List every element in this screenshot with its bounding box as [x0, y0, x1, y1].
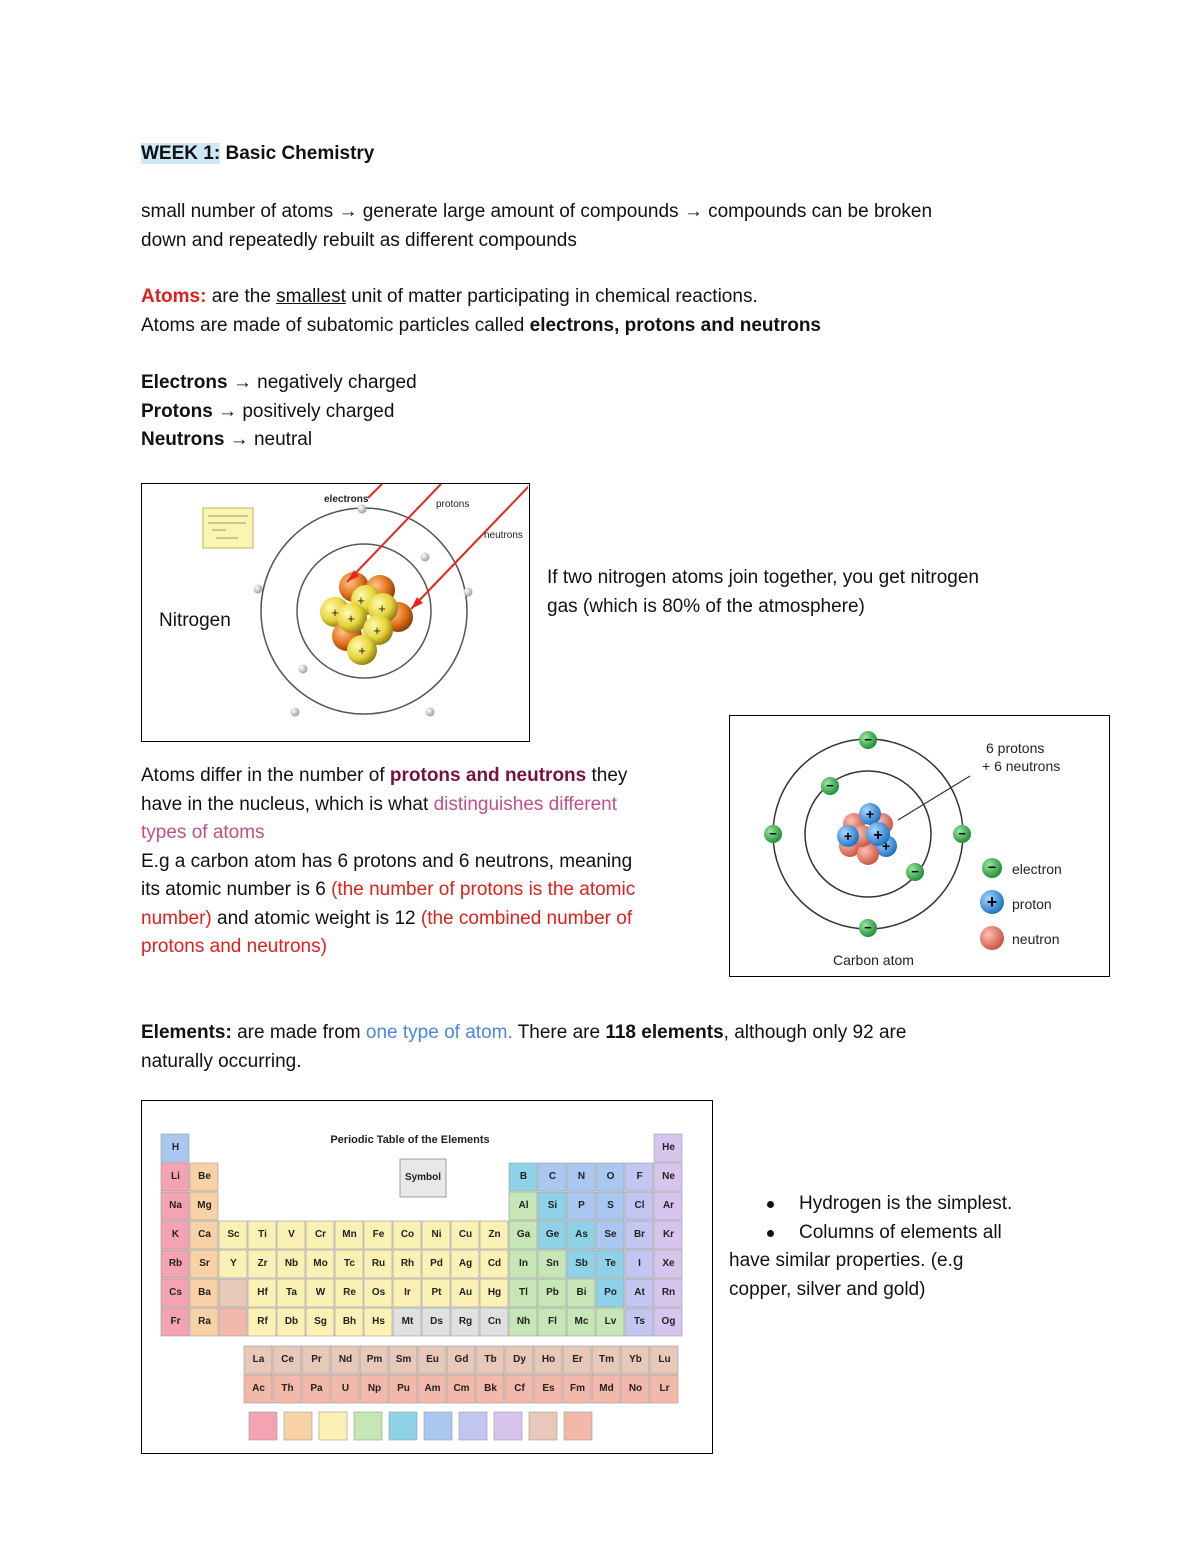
atomic-number-note: (the number of protons is the atomic: [331, 879, 636, 900]
notes-list: [729, 1190, 1012, 1304]
element-symbol: Cu: [458, 1229, 473, 1240]
element-symbol: La: [252, 1354, 265, 1365]
element-symbol: Ds: [430, 1316, 443, 1327]
element-symbol: Zn: [488, 1229, 501, 1240]
element-symbol: Sr: [199, 1258, 210, 1269]
element-symbol: Hg: [487, 1287, 502, 1298]
element-symbol: Ge: [545, 1229, 560, 1240]
element-cell: [219, 1308, 247, 1336]
legend-electron-label: electron: [1012, 861, 1062, 877]
one-type-emphasis: one type of atom.: [365, 1022, 513, 1043]
element-symbol: Y: [230, 1258, 237, 1269]
particle-electrons: [141, 369, 417, 398]
element-symbol: Ba: [198, 1287, 211, 1298]
element-symbol: Og: [661, 1316, 676, 1327]
electrons-label: electrons: [324, 494, 369, 505]
elements-line-1: [141, 1019, 906, 1048]
legend-neutron-swatch: [980, 926, 1004, 950]
element-symbol: At: [634, 1287, 645, 1298]
element-symbol: Te: [605, 1258, 616, 1269]
element-symbol: Al: [518, 1200, 529, 1211]
element-symbol: Dy: [513, 1354, 526, 1365]
element-symbol: Fr: [170, 1316, 181, 1327]
atoms-label: Atoms:: [141, 286, 207, 307]
element-symbol: Cs: [169, 1287, 182, 1298]
element-symbol: Lu: [658, 1354, 671, 1365]
distinguishes-emphasis: distinguishes different: [433, 793, 617, 815]
element-symbol: Sn: [546, 1258, 559, 1269]
electron: [358, 505, 367, 514]
element-symbol: Cm: [453, 1383, 470, 1394]
carbon-nucleus: [837, 803, 897, 865]
nitrogen-label: Nitrogen: [159, 610, 231, 631]
element-symbol: Zr: [257, 1258, 268, 1269]
element-symbol: Bi: [576, 1287, 587, 1298]
svg-text:−: −: [958, 826, 966, 841]
element-symbol: Gd: [454, 1354, 469, 1365]
svg-text:−: −: [769, 826, 777, 841]
nucleus: [320, 572, 413, 665]
legend-swatch: [424, 1412, 452, 1440]
element-symbol: Sm: [395, 1354, 412, 1365]
element-symbol: Rn: [661, 1287, 676, 1298]
intro-line-1: small number of atoms → generate large amount of compounds → compounds can be broken: [141, 201, 933, 222]
legend-swatch: [564, 1412, 592, 1440]
legend-neutron-label: neutron: [1012, 931, 1060, 947]
differ-line-3: types of atoms: [141, 822, 265, 843]
element-symbol: Fm: [570, 1383, 585, 1394]
element-symbol: Ho: [541, 1354, 556, 1365]
element-symbol: Ca: [198, 1229, 211, 1240]
differ-line-6: [141, 905, 721, 934]
element-symbol: Ga: [516, 1229, 531, 1240]
element-symbol: He: [662, 1142, 675, 1153]
particle-desc: → neutral: [224, 429, 313, 450]
element-symbol: Co: [400, 1229, 415, 1240]
element-symbol: Am: [424, 1383, 441, 1394]
bullet-continuation: have similar properties. (e.g: [729, 1250, 964, 1271]
nitrogen-note-line-2: gas (which is 80% of the atmosphere): [547, 595, 865, 617]
element-symbol: Cl: [634, 1200, 645, 1211]
text: its atomic number is 6: [141, 879, 332, 900]
svg-text:−: −: [864, 732, 872, 747]
legend-swatch: [354, 1412, 382, 1440]
legend-swatch: [389, 1412, 417, 1440]
element-symbol: Na: [169, 1200, 182, 1211]
element-symbol: P: [578, 1200, 585, 1211]
legend-swatch: [529, 1412, 557, 1440]
element-symbol: F: [636, 1171, 643, 1182]
element-symbol: Re: [343, 1287, 356, 1298]
atoms-made-line: [141, 312, 821, 341]
elements-line-2: naturally occurring.: [141, 1050, 302, 1072]
carbon-neutrons-label: + 6 neutrons: [982, 758, 1061, 774]
nitrogen-atom-figure: [141, 483, 530, 742]
element-symbol: Br: [633, 1229, 646, 1240]
nitrogen-note-line-1: If two nitrogen atoms join together, you get nitrogen: [547, 567, 979, 588]
text: are made from: [231, 1022, 366, 1043]
element-symbol: Ti: [258, 1229, 267, 1240]
particle-protons: [141, 398, 417, 427]
element-symbol: Rg: [458, 1316, 473, 1327]
atomic-weight-note: (the combined number of: [420, 907, 633, 929]
text: Atoms differ in the number of: [141, 765, 390, 786]
nitrogen-atom-diagram: [142, 484, 528, 740]
atoms-differ-paragraph: [141, 762, 721, 962]
element-symbol: Pt: [431, 1287, 442, 1298]
legend-swatch: [319, 1412, 347, 1440]
element-symbol: Nb: [284, 1258, 299, 1269]
bullet-continuation: copper, silver and gold): [729, 1278, 926, 1300]
element-symbol: Ru: [371, 1258, 386, 1269]
element-symbol: Fl: [548, 1316, 557, 1327]
element-symbol: Hf: [257, 1287, 268, 1298]
element-symbol: No: [628, 1383, 643, 1394]
element-symbol: Nh: [516, 1316, 531, 1327]
nitrogen-note: [547, 564, 979, 621]
bullet-item: Hydrogen is the simplest.: [729, 1190, 1012, 1219]
text: they: [586, 765, 628, 786]
element-symbol: Pr: [311, 1354, 322, 1365]
element-symbol: Md: [599, 1383, 614, 1394]
element-symbol: Os: [371, 1287, 386, 1298]
element-symbol: Po: [604, 1287, 617, 1298]
text: There are: [512, 1022, 606, 1043]
legend-swatch: [459, 1412, 487, 1440]
element-cell: [219, 1279, 247, 1307]
element-symbol: Ta: [286, 1287, 297, 1298]
bullet-list: [729, 1190, 1012, 1247]
element-symbol: Rb: [168, 1258, 183, 1269]
element-symbol: Rf: [257, 1316, 268, 1327]
element-symbol: I: [638, 1258, 641, 1269]
element-symbol: N: [577, 1171, 586, 1182]
differ-line-1: [141, 762, 721, 791]
particle-desc: → negatively charged: [227, 372, 417, 393]
atomic-number-note-end: number): [141, 907, 212, 929]
element-symbol: Pm: [366, 1354, 383, 1365]
svg-text:+: +: [873, 827, 883, 844]
svg-text:+: +: [331, 605, 339, 620]
carbon-atom-figure: [729, 715, 1110, 977]
element-symbol: V: [288, 1229, 295, 1240]
element-symbol: Sb: [575, 1258, 588, 1269]
element-symbol: Np: [367, 1383, 382, 1394]
element-symbol: Mc: [574, 1316, 589, 1327]
page-title: [141, 140, 374, 169]
atoms-definition: [141, 283, 821, 340]
electron: [291, 708, 300, 717]
periodic-table: [142, 1101, 711, 1452]
title-text: Basic Chemistry: [220, 143, 375, 164]
element-symbol: Se: [604, 1229, 617, 1240]
particle-name: Electrons: [141, 372, 228, 393]
particle-neutrons: [141, 426, 417, 455]
svg-text:+: +: [358, 643, 366, 658]
protons-neutrons-emphasis: protons and neutrons: [389, 765, 587, 786]
legend-swatch: [284, 1412, 312, 1440]
element-symbol: Ne: [662, 1171, 675, 1182]
week-label: WEEK 1:: [141, 143, 221, 164]
legend-swatch: [494, 1412, 522, 1440]
svg-text:+: +: [986, 892, 998, 912]
intro-paragraph: [141, 198, 932, 255]
svg-text:+: +: [357, 593, 365, 608]
svg-text:+: +: [843, 828, 853, 844]
element-symbol: Mo: [313, 1258, 328, 1269]
element-symbol: Yb: [629, 1354, 642, 1365]
element-symbol: Ni: [431, 1229, 442, 1240]
electron: [254, 585, 263, 594]
element-symbol: Pb: [546, 1287, 559, 1298]
element-symbol: C: [548, 1171, 557, 1182]
svg-text:+: +: [378, 601, 386, 616]
atoms-made-text: Atoms are made of subatomic particles called: [141, 314, 530, 336]
differ-line-7: protons and neutrons): [141, 936, 327, 957]
legend-proton-label: proton: [1012, 896, 1052, 912]
element-symbol: Nd: [338, 1354, 353, 1365]
periodic-table-figure: [141, 1100, 713, 1454]
element-symbol: Ir: [404, 1287, 411, 1298]
element-symbol: Li: [171, 1171, 180, 1182]
element-symbol: Es: [542, 1383, 555, 1394]
element-symbol: Pa: [310, 1383, 323, 1394]
element-symbol: Ts: [634, 1316, 645, 1327]
element-symbol: Ar: [662, 1200, 675, 1211]
svg-text:+: +: [347, 611, 355, 626]
element-symbol: K: [171, 1229, 180, 1240]
particle-name: Protons: [141, 400, 213, 422]
element-symbol: U: [341, 1383, 350, 1394]
element-symbol: Lv: [604, 1316, 617, 1327]
protons-label: protons: [436, 499, 470, 510]
neutrons-label: neutrons: [484, 530, 523, 541]
atoms-def-text-b: unit of matter participating in chemical reactions.: [345, 286, 758, 307]
element-symbol: Tb: [484, 1354, 497, 1365]
legend-swatch: [249, 1412, 277, 1440]
element-symbol: Be: [198, 1171, 211, 1182]
element-symbol: Xe: [662, 1258, 675, 1269]
atoms-def-text-a: are the: [206, 286, 277, 307]
element-symbol: Pd: [430, 1258, 443, 1269]
info-note: [203, 508, 253, 548]
elements-label: Elements:: [141, 1022, 232, 1043]
text: , although only 92 are: [723, 1022, 907, 1043]
element-symbol: Cn: [487, 1316, 502, 1327]
element-symbol: Bk: [484, 1383, 497, 1394]
element-symbol: Mt: [401, 1316, 414, 1327]
electrons-pointer: [368, 484, 382, 498]
bullet-item: Columns of elements all: [729, 1219, 1012, 1248]
svg-text:+: +: [373, 623, 381, 638]
element-symbol: W: [315, 1287, 326, 1298]
svg-text:−: −: [987, 859, 997, 875]
differ-line-5: [141, 876, 721, 905]
svg-text:+: +: [865, 806, 875, 822]
element-symbol: Rh: [400, 1258, 415, 1269]
element-symbol: Eu: [426, 1354, 439, 1365]
svg-text:−: −: [826, 778, 834, 793]
element-symbol: Ra: [198, 1316, 211, 1327]
element-symbol: Cf: [514, 1383, 525, 1394]
element-symbol: B: [519, 1171, 528, 1182]
key-symbol: Symbol: [404, 1172, 442, 1183]
carbon-protons-label: 6 protons: [986, 740, 1045, 756]
element-symbol: Hs: [372, 1316, 385, 1327]
element-symbol: Ac: [252, 1383, 265, 1394]
element-symbol: Ag: [458, 1258, 473, 1269]
electron: [299, 665, 308, 674]
svg-text:−: −: [864, 920, 872, 935]
element-symbol: As: [575, 1229, 588, 1240]
element-symbol: Mg: [197, 1200, 212, 1211]
element-symbol: Bh: [342, 1316, 357, 1327]
element-symbol: H: [171, 1142, 180, 1153]
electron: [421, 553, 430, 562]
element-symbol: Ce: [281, 1354, 294, 1365]
element-count: 118 elements: [605, 1022, 724, 1043]
element-symbol: Mn: [342, 1229, 357, 1240]
svg-text:−: −: [911, 864, 919, 879]
svg-text:+: +: [881, 838, 891, 854]
element-symbol: Sg: [314, 1316, 327, 1327]
particle-desc: → positively charged: [212, 400, 395, 422]
element-symbol: Sc: [227, 1229, 240, 1240]
atoms-def-line: [141, 283, 821, 312]
element-symbol: Cr: [314, 1229, 327, 1240]
carbon-caption: Carbon atom: [833, 952, 914, 968]
element-symbol: In: [519, 1258, 528, 1269]
element-symbol: Tl: [519, 1287, 528, 1298]
text: and atomic weight is 12: [211, 907, 421, 929]
element-symbol: S: [607, 1200, 614, 1211]
elements-paragraph: [141, 1019, 906, 1076]
electron: [426, 708, 435, 717]
carbon-atom-diagram: [730, 716, 1108, 975]
particles-list: electrons, protons and neutrons: [529, 314, 821, 336]
element-symbol: Au: [458, 1287, 473, 1298]
intro-line-2: down and repeatedly rebuilt as different compounds: [141, 229, 577, 251]
element-symbol: Er: [572, 1354, 583, 1365]
element-symbol: Pu: [397, 1383, 410, 1394]
element-symbol: Db: [284, 1316, 299, 1327]
element-symbol: O: [606, 1171, 615, 1182]
smallest-underlined: smallest: [276, 286, 346, 307]
element-symbol: Th: [281, 1383, 294, 1394]
element-symbol: Si: [547, 1200, 558, 1211]
element-symbol: Kr: [662, 1229, 675, 1240]
element-symbol: Tm: [599, 1354, 614, 1365]
particle-name: Neutrons: [141, 429, 225, 450]
periodic-table-title: Periodic Table of the Elements: [330, 1134, 490, 1146]
electron: [464, 588, 473, 597]
text: have in the nucleus, which is what: [141, 793, 434, 815]
differ-line-4: E.g a carbon atom has 6 protons and 6 neutrons, meaning: [141, 850, 633, 872]
element-symbol: Cd: [487, 1258, 502, 1269]
differ-line-2: [141, 791, 721, 820]
nucleus-pointer: [898, 776, 970, 820]
element-symbol: Fe: [372, 1229, 385, 1240]
element-symbol: Tc: [344, 1258, 355, 1269]
particles-block: [141, 369, 417, 455]
element-symbol: Lr: [659, 1383, 670, 1394]
